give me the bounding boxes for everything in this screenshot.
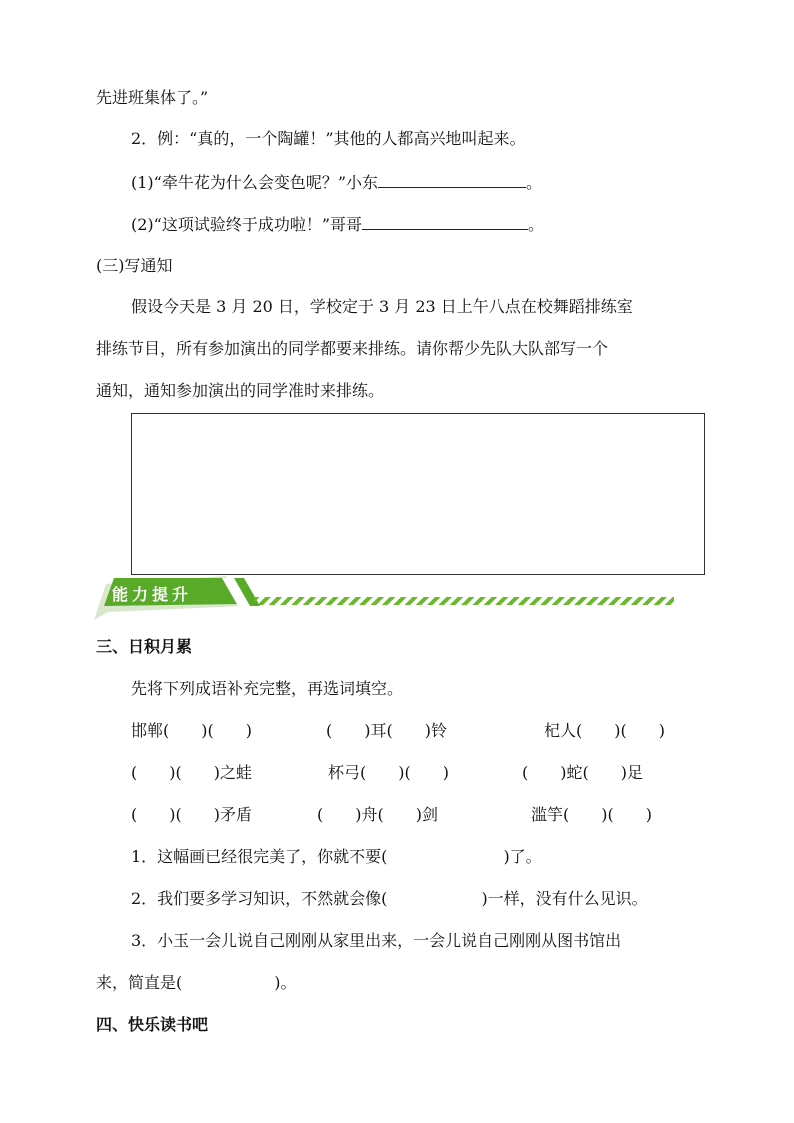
example-line: 2．例：“真的，一个陶罐！”其他的人都高兴地叫起来。 — [131, 129, 526, 148]
fill-question-3-cont — [96, 972, 297, 994]
question-end: )了。 — [503, 847, 542, 866]
question-text: 来，简直是( — [96, 973, 183, 992]
section-heading: 三、日积月累 — [96, 637, 193, 656]
exercise-end: 。 — [526, 173, 543, 192]
answer-blank[interactable] — [362, 213, 528, 230]
paragraph-line: 排练节目，所有参加演出的同学都要来排练。请你帮少先队大队部写一个 — [96, 339, 609, 358]
idiom-item: 邯郸( )( ) — [131, 721, 252, 740]
question-end: )。 — [274, 973, 297, 992]
answer-blank[interactable] — [378, 171, 526, 188]
paragraph-line: 通知，通知参加演出的同学准时来排练。 — [96, 381, 385, 400]
text-line: 先进班集体了。” — [96, 88, 209, 107]
idiom-item: ( )蛇( )足 — [522, 763, 643, 782]
question-text: 1．这幅画已经很完美了，你就不要( — [131, 847, 388, 866]
section-heading: 四、快乐读书吧 — [96, 1015, 209, 1034]
idiom-item: ( )( )矛盾 — [131, 805, 252, 824]
question-text: 2．我们要多学习知识，不然就会像( — [131, 889, 388, 908]
notice-writing-box[interactable] — [131, 413, 705, 575]
idiom-item: ( )舟( )剑 — [317, 805, 438, 824]
banner-label: 能力提升 — [112, 585, 193, 604]
question-end: )一样，没有什么见识。 — [481, 889, 648, 908]
exercise-line-1 — [131, 171, 542, 194]
fill-question-3: 3．小玉一会儿说自己刚刚从家里出来，一会儿说自己刚刚从图书馆出 — [131, 931, 622, 950]
subsection-title: (三)写通知 — [96, 256, 173, 275]
exercise-text: (2)“这项试验终于成功啦！”哥哥 — [131, 215, 363, 234]
idiom-item: 杯弓( )( ) — [328, 763, 449, 782]
idiom-item: 滥竽( )( ) — [531, 805, 652, 824]
exercise-end: 。 — [528, 215, 545, 234]
fill-question-2 — [131, 888, 648, 910]
exercise-line-2 — [131, 213, 544, 236]
idiom-item: ( )( )之蛙 — [131, 763, 252, 782]
instruction-line: 先将下列成语补充完整，再选词填空。 — [131, 679, 404, 698]
idiom-item: ( )耳( )铃 — [326, 721, 447, 740]
exercise-text: (1)“牵牛花为什么会变色呢？”小东 — [131, 173, 379, 192]
paragraph-line: 假设今天是 3 月 20 日，学校定于 3 月 23 日上午八点在校舞蹈排练室 — [131, 297, 633, 316]
idiom-item: 杞人( )( ) — [544, 721, 665, 740]
fill-question-1 — [131, 846, 542, 868]
